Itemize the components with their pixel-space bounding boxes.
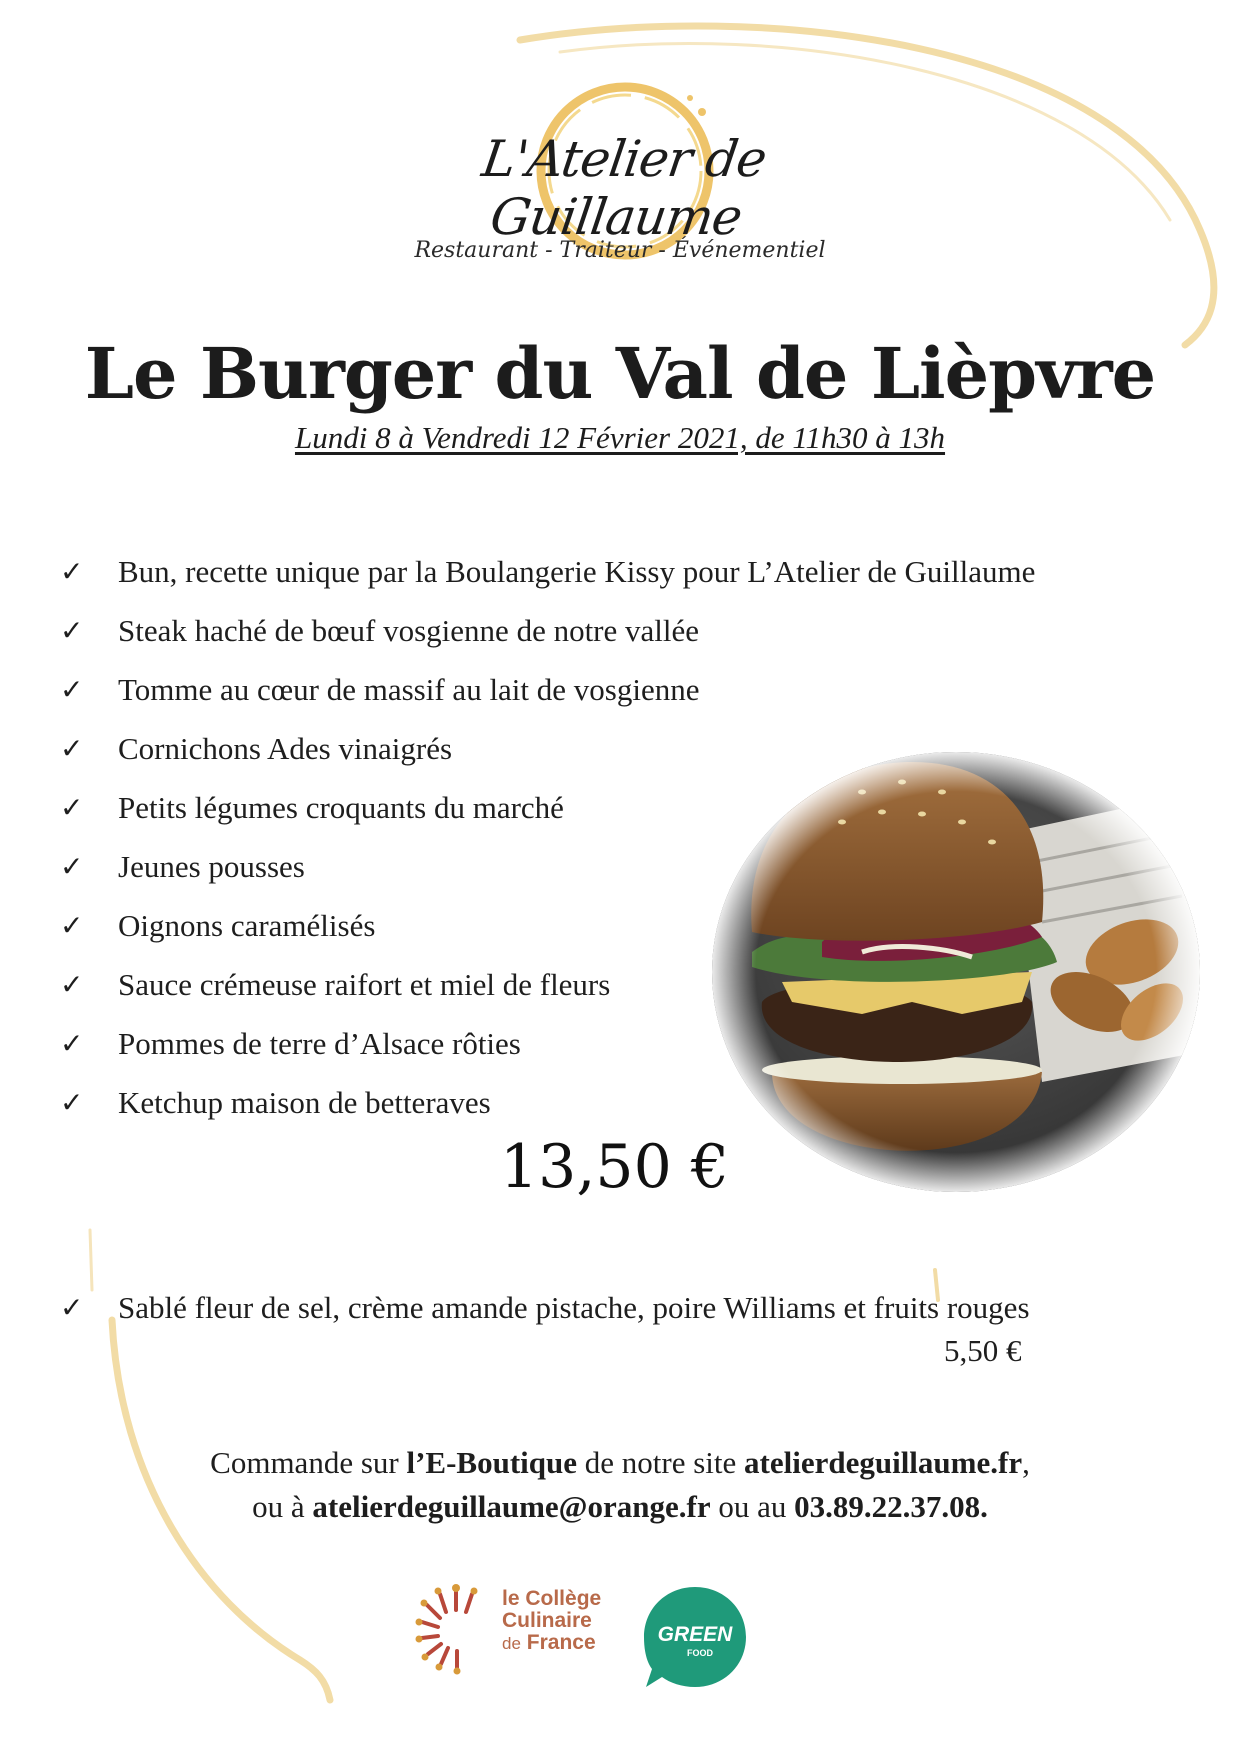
check-icon: ✓ xyxy=(60,674,84,706)
burger-photo xyxy=(712,752,1200,1192)
check-icon: ✓ xyxy=(60,1293,84,1324)
email-link: atelierdeguillaume@orange.fr xyxy=(312,1489,711,1524)
ingredient-label: Ketchup maison de betteraves xyxy=(118,1084,491,1120)
check-icon: ✓ xyxy=(60,792,84,824)
logo-name: L'Atelier de Guillaume xyxy=(478,130,770,246)
dessert-item xyxy=(60,1290,1030,1326)
date-subtitle: Lundi 8 à Vendredi 12 Février 2021, de 11h30 à 13h xyxy=(294,420,946,455)
ccf-line: le Collège xyxy=(502,1587,602,1610)
green-food-logo xyxy=(640,1583,750,1693)
logo-tagline: Restaurant - Traiteur - Événementiel xyxy=(414,238,826,263)
dessert-price: 5,50 € xyxy=(944,1333,1022,1368)
check-icon: ✓ xyxy=(60,1087,84,1119)
ccf-line: Culinaire xyxy=(502,1609,592,1632)
order-text: de notre site xyxy=(577,1445,745,1480)
order-info xyxy=(0,1441,1240,1529)
dessert-label: Sablé fleur de sel, crème amande pistache, poire Williams et fruits rouges xyxy=(118,1290,1030,1325)
check-icon: ✓ xyxy=(60,910,84,942)
restaurant-logo xyxy=(390,68,850,298)
order-line-2 xyxy=(0,1485,1240,1529)
order-text: ou à xyxy=(252,1489,313,1524)
ingredient-label: Oignons caramélisés xyxy=(118,907,376,943)
ingredient-label: Petits légumes croquants du marché xyxy=(118,789,564,825)
page-title: Le Burger du Val de Lièpvre xyxy=(84,332,1156,415)
phone-number: 03.89.22.37.08. xyxy=(794,1489,988,1524)
green-food-line-1: GREEN xyxy=(657,1623,733,1646)
check-icon: ✓ xyxy=(60,851,84,883)
order-text: , xyxy=(1022,1445,1030,1480)
check-icon: ✓ xyxy=(60,969,84,1001)
ingredient-label: Cornichons Ades vinaigrés xyxy=(118,730,453,766)
green-food-line-2: FOOD xyxy=(687,1648,713,1658)
list-item xyxy=(60,660,1035,719)
burger-price: 13,50 € xyxy=(500,1132,730,1202)
check-icon: ✓ xyxy=(60,733,84,765)
website-link: atelierdeguillaume.fr xyxy=(744,1445,1023,1480)
check-icon: ✓ xyxy=(60,556,84,588)
order-line-1 xyxy=(0,1441,1240,1485)
ingredient-label: Sauce crémeuse raifort et miel de fleurs xyxy=(118,966,611,1002)
list-item xyxy=(60,601,1035,660)
order-text: Commande sur xyxy=(210,1445,407,1480)
ingredient-label: Bun, recette unique par la Boulangerie Kissy pour L’Atelier de Guillaume xyxy=(118,553,1036,589)
ccf-line-text: France xyxy=(526,1631,596,1654)
check-icon: ✓ xyxy=(60,615,84,647)
college-culinaire-logo xyxy=(410,1578,610,1688)
ingredient-label: Pommes de terre d’Alsace rôties xyxy=(118,1025,521,1061)
college-culinaire-emblem-icon xyxy=(410,1578,500,1678)
eboutique-link: l’E-Boutique xyxy=(406,1445,577,1480)
ingredient-label: Jeunes pousses xyxy=(118,848,305,884)
ccf-line xyxy=(502,1632,601,1655)
ingredient-label: Tomme au cœur de massif au lait de vosgienne xyxy=(118,671,700,707)
order-text: ou au xyxy=(710,1489,795,1524)
ccf-small-text: de xyxy=(502,1634,521,1653)
ingredient-label: Steak haché de bœuf vosgienne de notre vallée xyxy=(118,612,700,648)
check-icon: ✓ xyxy=(60,1028,84,1060)
list-item xyxy=(60,542,1035,601)
college-culinaire-text xyxy=(502,1588,601,1655)
